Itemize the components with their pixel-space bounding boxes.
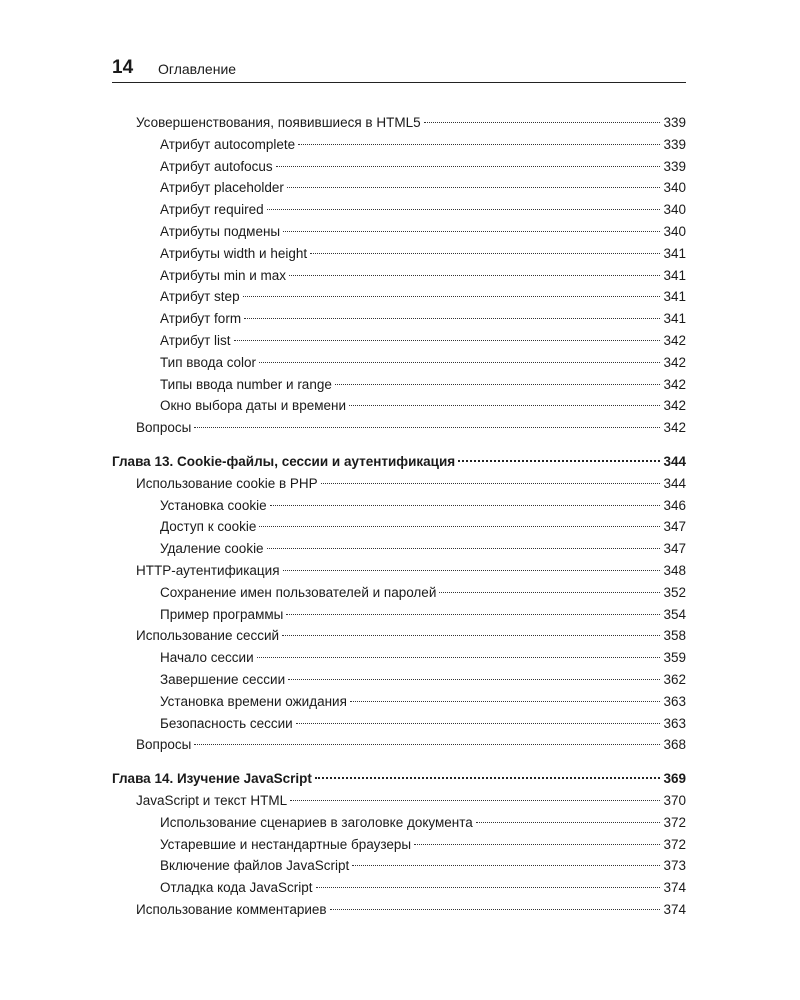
dot-leader [194, 744, 660, 745]
toc-entry-page: 370 [663, 793, 686, 808]
toc-entry-title: Глава 13. Cookie-файлы, сессии и аутентификация [112, 454, 456, 469]
toc-entry [112, 561, 686, 581]
toc-entry [112, 856, 686, 876]
dot-leader [267, 548, 661, 549]
dot-leader [424, 122, 661, 123]
toc-entry-title: Отладка кода JavaScript [160, 880, 313, 895]
toc-entry [112, 113, 686, 133]
toc-entry-page: 341 [663, 289, 686, 304]
toc-chapter-entry [112, 769, 686, 789]
toc-entry-title: Использование комментариев [136, 902, 327, 917]
toc-entry-page: 373 [663, 858, 686, 873]
toc-entry-title: Атрибут autocomplete [160, 137, 296, 152]
toc-entry-page: 342 [663, 377, 686, 392]
toc-entry-title: Завершение сессии [160, 672, 286, 687]
dot-leader [194, 427, 660, 428]
toc-entry-page: 341 [663, 268, 686, 283]
dot-leader [335, 384, 661, 385]
toc-entry-page: 348 [663, 563, 686, 578]
toc-entry-page: 368 [663, 737, 686, 752]
dot-leader [283, 570, 661, 571]
dot-leader [458, 460, 660, 462]
toc-entry-title: Устаревшие и нестандартные браузеры [160, 837, 412, 852]
toc-entry-title: Установка времени ожидания [160, 694, 347, 709]
toc-entry-page: 341 [663, 311, 686, 326]
toc-entry-title: Окно выбора даты и времени [160, 398, 346, 413]
toc-entry [112, 791, 686, 811]
toc-entry [112, 835, 686, 855]
toc-entry [112, 496, 686, 516]
toc-entry-page: 352 [663, 585, 686, 600]
dot-leader [276, 166, 661, 167]
toc-entry-page: 346 [663, 498, 686, 513]
dot-leader [315, 777, 661, 779]
toc-entry-page: 340 [663, 180, 686, 195]
dot-leader [257, 657, 661, 658]
toc-entry [112, 626, 686, 646]
dot-leader [243, 296, 661, 297]
toc-entry-page: 374 [663, 902, 686, 917]
toc-entry-page: 358 [663, 628, 686, 643]
dot-leader [270, 505, 661, 506]
toc-entry-title: Использование сессий [136, 628, 280, 643]
toc-entry [112, 331, 686, 351]
toc-entry-page: 363 [663, 716, 686, 731]
toc-entry [112, 539, 686, 559]
toc-entry [112, 135, 686, 155]
toc-entry-page: 354 [663, 607, 686, 622]
dot-leader [259, 526, 660, 527]
toc-entry [112, 375, 686, 395]
toc-entry [112, 244, 686, 264]
dot-leader [296, 723, 661, 724]
dot-leader [310, 253, 660, 254]
dot-leader [298, 144, 660, 145]
toc-entry [112, 670, 686, 690]
toc-entry-page: 339 [663, 115, 686, 130]
toc-entry-page: 339 [663, 137, 686, 152]
toc-entry [112, 813, 686, 833]
toc-entry-title: Атрибут placeholder [160, 180, 284, 195]
toc-entry-title: Атрибут list [160, 333, 231, 348]
toc-entry-page: 342 [663, 398, 686, 413]
dot-leader [321, 483, 661, 484]
toc-entry-page: 342 [663, 420, 686, 435]
toc-entry-title: Сохранение имен пользователей и паролей [160, 585, 437, 600]
toc-entry-page: 341 [663, 246, 686, 261]
toc-entry-title: Тип ввода color [160, 355, 257, 370]
dot-leader [234, 340, 661, 341]
toc-entry-title: HTTP-аутентификация [136, 563, 280, 578]
dot-leader [349, 405, 660, 406]
toc-entry [112, 648, 686, 668]
dot-leader [286, 614, 660, 615]
toc-entry [112, 309, 686, 329]
toc-entry-page: 372 [663, 815, 686, 830]
toc-entry-page: 347 [663, 541, 686, 556]
dot-leader [352, 865, 660, 866]
toc-entry-title: Вопросы [136, 737, 192, 752]
toc-entry-title: Глава 14. Изучение JavaScript [112, 771, 312, 786]
dot-leader [288, 679, 660, 680]
toc-entry [112, 692, 686, 712]
toc-entry [112, 714, 686, 734]
dot-leader [330, 909, 661, 910]
toc-entry [112, 287, 686, 307]
toc-entry [112, 900, 686, 920]
toc-entry-page: 347 [663, 519, 686, 534]
toc-entry-page: 339 [663, 159, 686, 174]
toc-entry-title: Начало сессии [160, 650, 254, 665]
dot-leader [244, 318, 660, 319]
dot-leader [289, 275, 660, 276]
dot-leader [439, 592, 660, 593]
toc-entry-title: Вопросы [136, 420, 192, 435]
dot-leader [290, 800, 660, 801]
toc-entry-title: Использование cookie в PHP [136, 476, 318, 491]
toc-entry-title: Атрибуты min и max [160, 268, 287, 283]
toc-entry-page: 342 [663, 333, 686, 348]
toc-entry-title: Установка cookie [160, 498, 267, 513]
dot-leader [282, 635, 660, 636]
toc-entry-page: 344 [663, 476, 686, 491]
toc-entry [112, 396, 686, 416]
toc-entry [112, 418, 686, 438]
dot-leader [414, 844, 660, 845]
toc-chapter-entry [112, 452, 686, 472]
toc-entry-page: 362 [663, 672, 686, 687]
toc-entry-title: Усовершенствования, появившиеся в HTML5 [136, 115, 421, 130]
toc-entry-title: Атрибуты подмены [160, 224, 281, 239]
toc-entry [112, 353, 686, 373]
toc-entry-title: Атрибут form [160, 311, 242, 326]
toc-entry-page: 340 [663, 202, 686, 217]
toc-entry-page: 372 [663, 837, 686, 852]
header-divider [112, 82, 686, 83]
toc-entry [112, 735, 686, 755]
toc-entry-title: JavaScript и текст HTML [136, 793, 288, 808]
dot-leader [476, 822, 661, 823]
toc-entry-title: Атрибут step [160, 289, 240, 304]
toc-entry [112, 222, 686, 242]
dot-leader [267, 209, 661, 210]
toc-entry-title: Удаление cookie [160, 541, 264, 556]
toc-entry [112, 517, 686, 537]
toc-entry [112, 474, 686, 494]
toc-entry-title: Атрибут required [160, 202, 264, 217]
toc-entry-title: Безопасность сессии [160, 716, 293, 731]
running-header [112, 56, 686, 82]
dot-leader [283, 231, 660, 232]
toc-entry-title: Атрибуты width и height [160, 246, 308, 261]
toc-entry [112, 583, 686, 603]
dot-leader [259, 362, 660, 363]
dot-leader [287, 187, 661, 188]
toc-entry [112, 605, 686, 625]
toc-entry [112, 266, 686, 286]
page-number: 14 [112, 57, 134, 78]
toc-entry [112, 157, 686, 177]
toc-entry [112, 200, 686, 220]
toc-entry-title: Типы ввода number и range [160, 377, 332, 392]
toc-entry-title: Доступ к cookie [160, 519, 257, 534]
toc-entry-title: Включение файлов JavaScript [160, 858, 350, 873]
running-title: Оглавление [158, 61, 237, 77]
toc-entry-page: 359 [663, 650, 686, 665]
toc-entry-title: Использование сценариев в заголовке документа [160, 815, 473, 830]
toc-entry-page: 344 [663, 454, 686, 469]
toc-entry-page: 363 [663, 694, 686, 709]
toc-entry-page: 342 [663, 355, 686, 370]
toc-entry-title: Атрибут autofocus [160, 159, 273, 174]
toc-entry-page: 369 [663, 771, 686, 786]
toc-entry-page: 374 [663, 880, 686, 895]
toc-entry [112, 178, 686, 198]
toc-entry-title: Пример программы [160, 607, 284, 622]
dot-leader [316, 887, 661, 888]
dot-leader [350, 701, 661, 702]
toc-entry [112, 878, 686, 898]
toc-entry-page: 340 [663, 224, 686, 239]
